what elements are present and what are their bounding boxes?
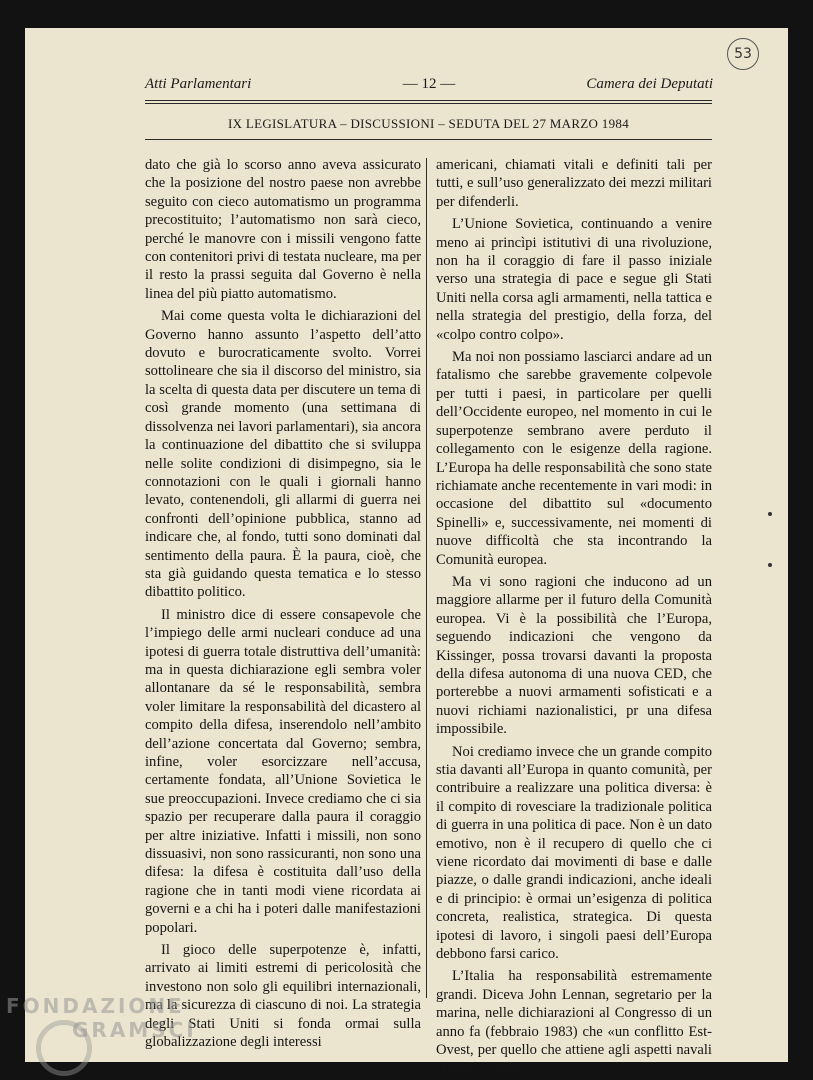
page-number: — 12 — [402, 76, 456, 92]
header-rule [145, 100, 712, 101]
archive-stamp: 53 [727, 38, 759, 70]
paragraph: L’Italia ha responsabilità estremamente grandi. Diceva John Lennan, segretario per la marina, nelle dichiarazioni al Congresso di un anno fa (febbraio 1983) che «un conflitto Est-Ovest, per quello che attiene agli aspetti navali classici, non si [436, 968, 712, 1077]
paragraph: Noi crediamo invece che un grande compito stia davanti all’Europa in quanto comunità, per contribuire a realizzare una politica diversa: è il compito di rovesciare la tradizionale politica di guerra in una politica di pace. Non è un dato emotivo, non è il recupero di quello che ci viene ricordato dai movimenti di base e dalle piazze, o dalle grandi indicazioni, anche ideali e di principio: è ormai un’esigenza di politica concreta, realistica, strategica. Di questa ipotesi di lavoro, i singoli paesi dell’Europa debbono farsi carico. [436, 743, 712, 963]
header-left: Atti Parlamentari [145, 76, 252, 92]
paragraph: americani, chiamati vitali e definiti tali per tutti, e sull’uso generalizzato dei mezzi militari per difenderli. [436, 157, 712, 210]
paragraph: Il ministro dice di essere consapevole che l’impiego delle armi nucleari conduce ad una ipotesi di guerra totale distruttiva dell’umanità: ma in questa dichiarazione egli sembra voler allontanare da sé le responsabilità, sembra voler limitare la responsabilità del dicastero al compito della difesa, inserendolo nell’ambito dell’azione concertata dal Governo; sembra, infine, voler esorcizzare nell’accusa, certamente fondata, all’Unione Sovietica le sue preoccupazioni. Invece crediamo che ci sia spazio per recuperare dalla paura il coraggio per altre iniziative. Infatti i missili, non sono dissuasivi, non sono rassicuranti, non sono una difesa: la difesa è costituita dall’uso della ragione che in tanti modi viene ricordata ai governi e a chi ha i poteri dalle manifestazioni popolari. [145, 606, 421, 936]
column-divider [426, 158, 427, 998]
right-column [436, 156, 712, 1078]
left-column [145, 156, 421, 1052]
watermark-line1: FONDAZIONE [6, 994, 185, 1018]
paragraph: Ma vi sono ragioni che inducono ad un maggiore allarme per il futuro della Comunità europea. Vi è la possibilità che l’Europa, seguendo indicazioni che vengono da Kissinger, possa trovarsi davanti la proposta della difesa autonoma di una nuova CED, che porterebbe a nuovi armamenti sofisticati e a nuovi richiami nazionalistici, pr una difesa impossibile. [436, 573, 712, 738]
paragraph: dato che già lo scorso anno aveva assicurato che la posizione del nostro paese non avrebbe seguito con cieco automatismo un programma precostituito; l’automatismo non sarà cieco, perché le manovre con i missili vengono fatte con contenitori privi di testata nucleare, ma per il resto la prassi seguita dal Governo è nella linea del più piatto automatismo. [145, 157, 421, 302]
paragraph: Mai come questa volta le dichiarazioni del Governo hanno assunto l’aspetto dell’atto dovuto e burocraticamente svolto. Vorrei sottolineare che sia il discorso del ministro, sia la scelta di questa data per discutere un tema di così grande momento (una settimana di dissolvenza nei lavori parlamentari), sia ancora la continuazione del dibattito che si sviluppa nelle solite condizioni di disimpegno, sia le connotazioni con le quali i giornali hanno levato, contenendoli, gli allarmi di guerra nei confronti dell’opinione pubblica, stanno ad indicare che, al fondo, tutti sono dominati dal sentimento della paura. È la paura, cioè, che sta già guidando questa tematica e lo stesso dibattito politico. [145, 308, 421, 601]
header-right: Camera dei Deputati [586, 76, 713, 92]
paragraph: L’Unione Sovietica, continuando a venire meno ai princìpi istitutivi di una rivoluzione, non ha il coraggio di fare il passo iniziale verso una strategia di pace e segue gli Stati Uniti nella corsa agli armamenti, nella tattica e nella strategia del prestigio, della forza, del «colpo contro colpo». [436, 216, 712, 343]
session-rule [145, 139, 712, 140]
binding-hole-mark [768, 563, 772, 567]
paragraph: Ma noi non possiamo lasciarci andare ad un fatalismo che sarebbe gravemente colpevole per tutti i paesi, in particolare per quelli dell’Occidente europeo, nel momento in cui le superpotenze sembrano avere perduto il collegamento con le esigenze della ragione. L’Europa ha delle responsabilità che sono state richiamate anche recentemente in vari modi: in occasione del dibattito sul «documento Spinelli» e, successivamente, nei momenti di nuove difficoltà che sta incontrando la Comunità europea. [436, 349, 712, 568]
session-line: IX LEGISLATURA – DISCUSSIONI – SEDUTA DEL 27 MARZO 1984 [227, 116, 629, 131]
watermark-line2: GRAMSCI [72, 1018, 197, 1042]
paragraph: Il gioco delle superpotenze è, infatti, arrivato ai limiti estremi di pericolosità che investono non solo gli equilibri internazionali, ma la sicurezza di ciascuno di noi. La strategia degli Stati Uniti si fonda ormai sulla globalizzazione degli interessi [145, 942, 421, 1051]
header-rule-double [145, 103, 712, 104]
binding-hole-mark [768, 512, 772, 516]
